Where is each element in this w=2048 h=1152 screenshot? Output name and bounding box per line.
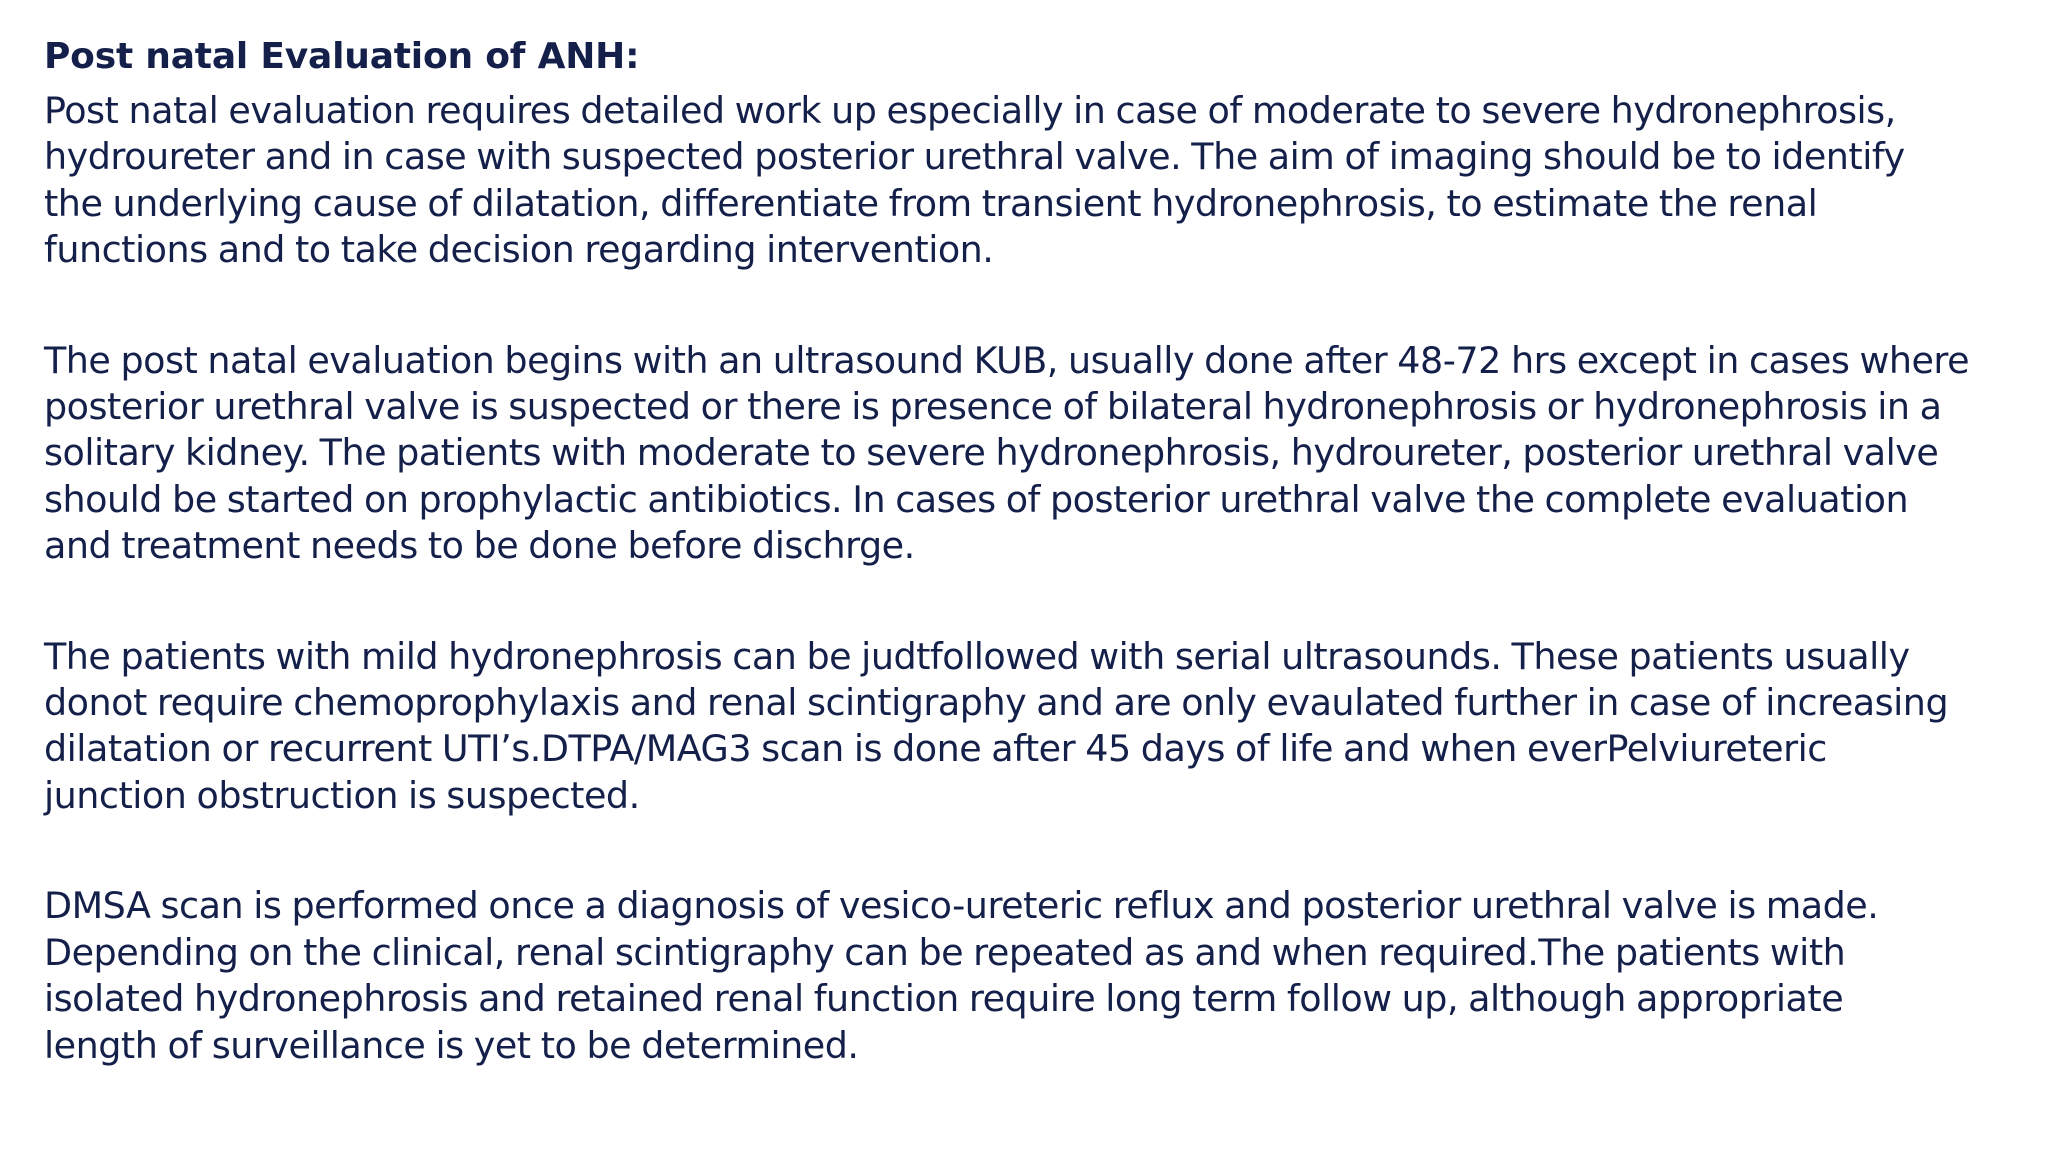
text-line: hydroureter and in case with suspected posterior urethral valve. The aim of imaging should be to identify xyxy=(44,135,1905,179)
paragraph-ultrasound xyxy=(44,338,2004,570)
text-line: The post natal evaluation begins with an ultrasound KUB, usually done after 48-72 hrs except in cases where xyxy=(44,338,1970,382)
text-line: The patients with mild hydronephrosis can be judtfollowed with serial ultrasounds. These patients usually xyxy=(44,634,1910,678)
text-line: isolated hydronephrosis and retained renal function require long term follow up, although appropriate xyxy=(44,977,1844,1021)
text-line: posterior urethral valve is suspected or there is presence of bilateral hydronephrosis or hydronephrosis in a xyxy=(44,385,1942,429)
page-title: Post natal Evaluation of ANH: xyxy=(44,36,640,77)
text-line: junction obstruction is suspected. xyxy=(44,773,640,817)
text-line: Depending on the clinical, renal scintigraphy can be repeated as and when required.The patients with xyxy=(44,930,1846,974)
text-line: the underlying cause of dilatation, differentiate from transient hydronephrosis, to estimate the renal xyxy=(44,181,1818,225)
text-line: donot require chemoprophylaxis and renal scintigraphy and are only evaulated further in case of increasing xyxy=(44,681,1949,725)
text-line: DMSA scan is performed once a diagnosis of vesico-ureteric reflux and posterior urethral valve is made. xyxy=(44,884,1879,928)
paragraph-intro xyxy=(44,88,2004,274)
text-line: functions and to take decision regarding intervention. xyxy=(44,228,994,272)
text-line: and treatment needs to be done before dischrge. xyxy=(44,524,915,568)
text-line: length of surveillance is yet to be determined. xyxy=(44,1023,859,1067)
text-line: Post natal evaluation requires detailed work up especially in case of moderate to severe hydronephrosis, xyxy=(44,89,1896,132)
text-line: should be started on prophylactic antibiotics. In cases of posterior urethral valve the complete evaluation xyxy=(44,477,1909,521)
paragraph-mild-hydronephrosis xyxy=(44,634,2004,820)
text-line: solitary kidney. The patients with moderate to severe hydronephrosis, hydroureter, posterior urethral valve xyxy=(44,431,1939,475)
text-line: dilatation or recurrent UTI’s.DTPA/MAG3 scan is done after 45 days of life and when everPelviureteric xyxy=(44,727,1827,771)
paragraph-dmsa-scan xyxy=(44,883,2004,1069)
